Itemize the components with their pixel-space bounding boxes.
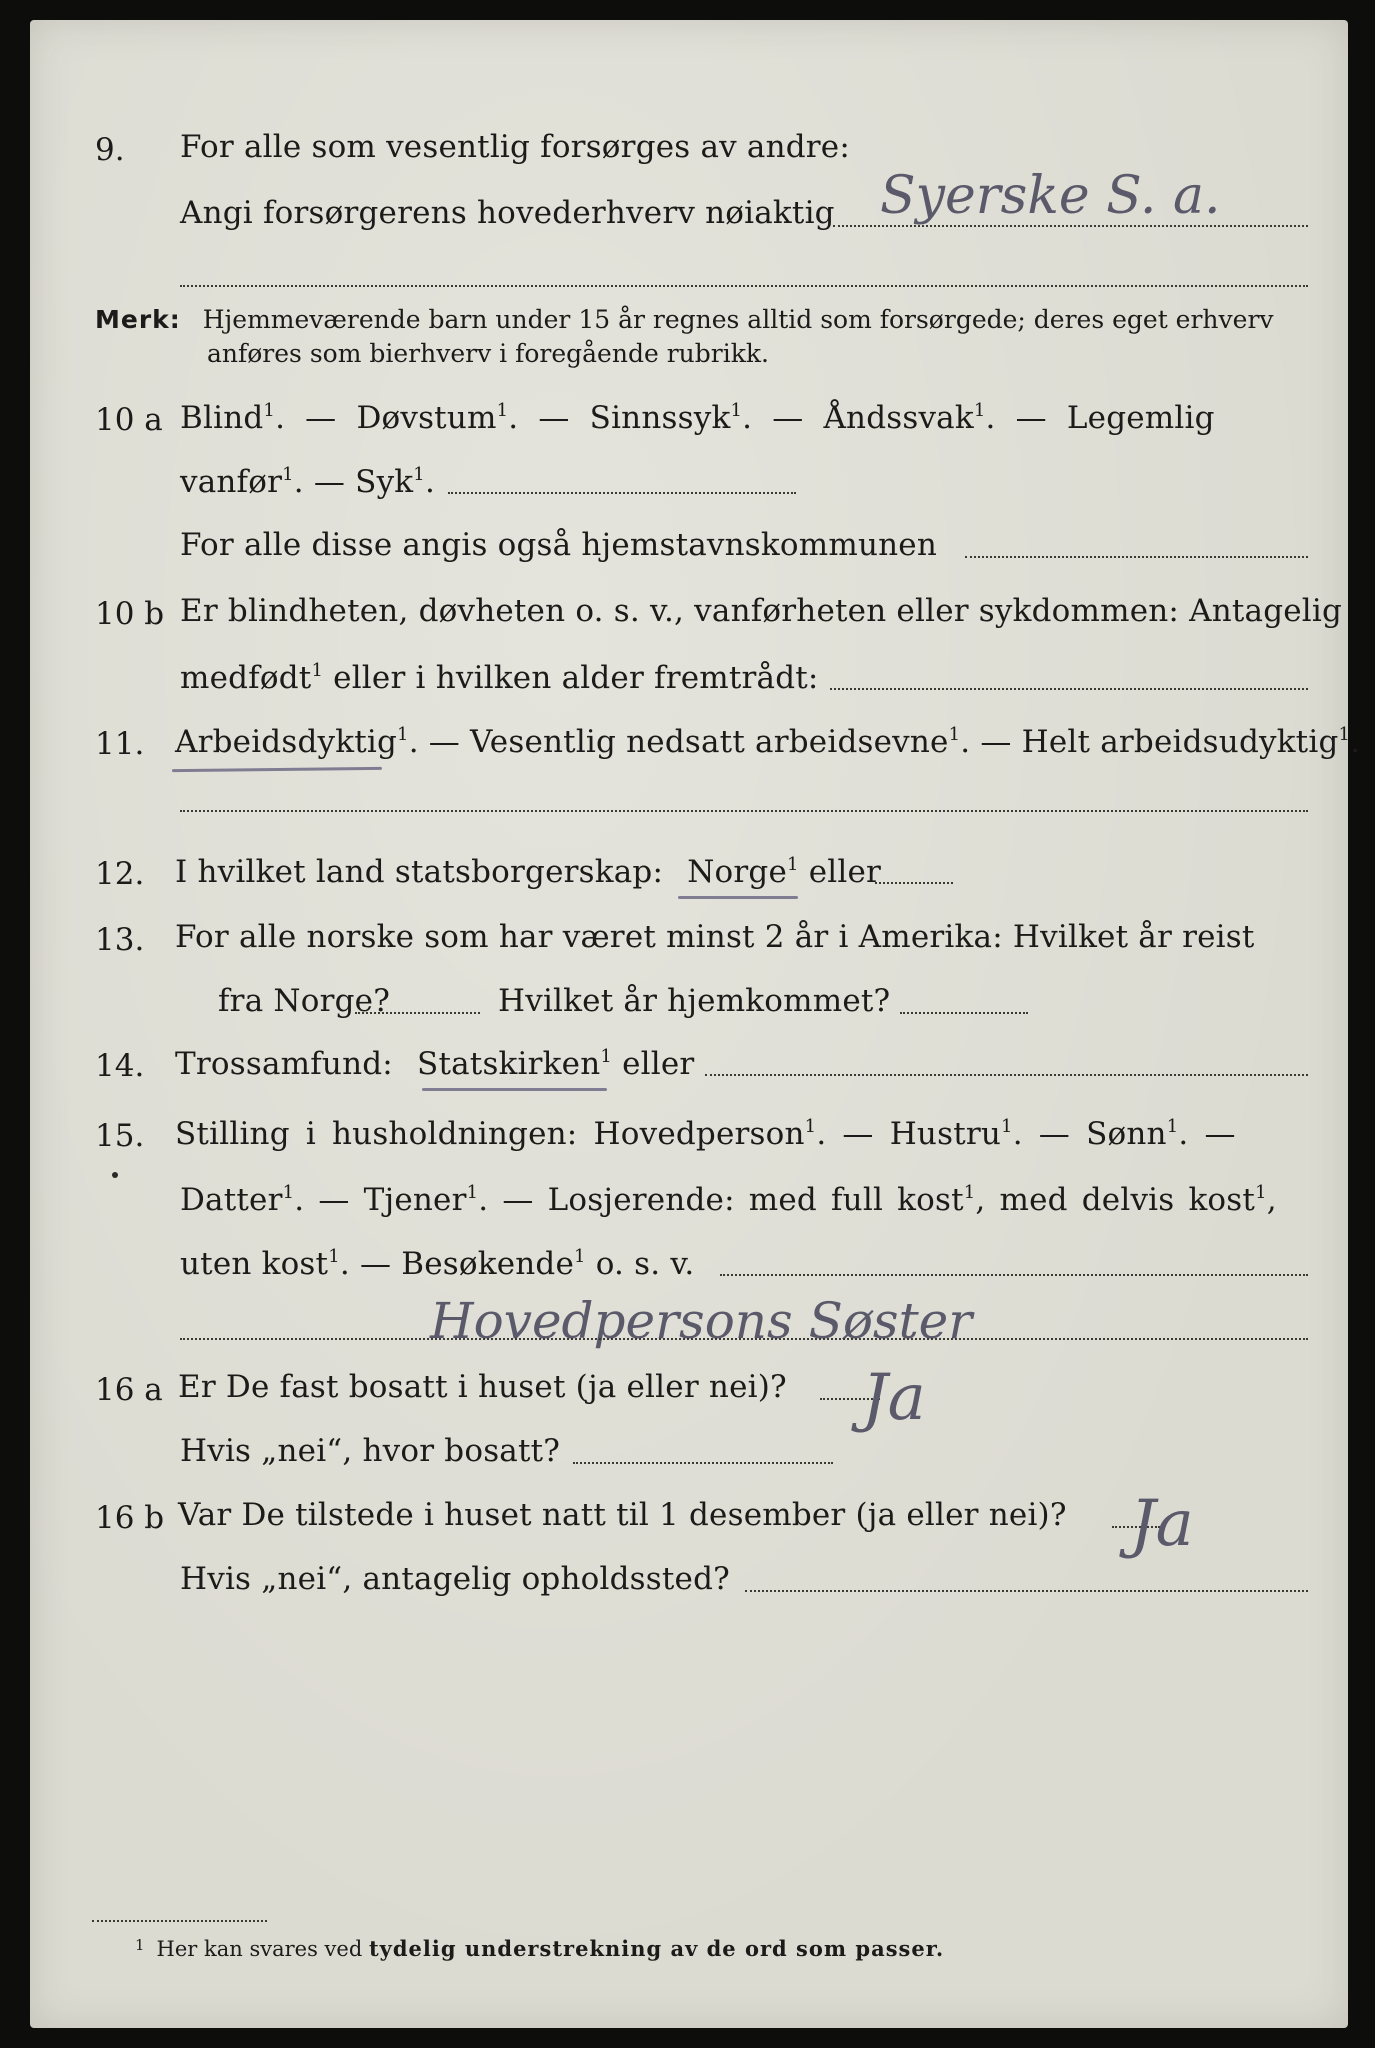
comma: ,: [1266, 1182, 1277, 1218]
option-syk: . — Syk: [293, 464, 414, 500]
q11-number: 11.: [95, 726, 145, 762]
q15-line2: [180, 1184, 1277, 1216]
dash: . —: [1178, 1116, 1236, 1152]
footnote-ref: 1: [787, 854, 799, 875]
footnote-ref: 1: [1255, 1182, 1267, 1203]
footnote-ref: 1: [328, 1246, 340, 1267]
option-norge: Norge: [687, 854, 787, 890]
option-hustru: . — Hustru: [816, 1116, 1002, 1152]
option-besokende: . — Besøkende: [339, 1246, 575, 1282]
option-legemlig: . — Legemlig: [985, 400, 1215, 436]
q9-line1: For alle som vesentlig forsørges av andre:: [180, 129, 850, 165]
option-delvis-kost: , med delvis kost: [975, 1182, 1256, 1218]
q14-handwritten-underline: [422, 1088, 607, 1091]
q15-handwritten-answer: Hovedpersons Søster: [430, 1292, 973, 1350]
q15-line3: [180, 1248, 694, 1280]
option-arbeidsdyktig: Arbeidsdyktig: [175, 724, 398, 760]
footnote-ref: 1: [1166, 1116, 1179, 1137]
q15-answer-line: [720, 1274, 1308, 1276]
option-andssvak: . — Åndssvak: [742, 400, 974, 436]
q15-osv: o. s. v.: [585, 1246, 695, 1282]
footnote-text: Her kan svares ved: [156, 1937, 363, 1961]
q9-extra-line: [180, 285, 1308, 287]
q16a-bosatt-line: [573, 1462, 833, 1464]
q9-line2: Angi forsørgerens hovederhverv nøiaktig: [180, 195, 835, 231]
option-nedsatt: . — Vesentlig nedsatt arbeidsevne: [408, 724, 949, 760]
footnote-ref: 1: [948, 724, 961, 745]
footnote-rule: [92, 1920, 267, 1922]
footnote-ref: 1: [413, 464, 425, 485]
footnote-ref: 1: [263, 400, 276, 421]
footnote-ref: 1: [804, 1116, 817, 1137]
footnote-ref: 1: [730, 400, 743, 421]
q15-line1: [175, 1118, 1236, 1150]
q10b-number: 10 b: [95, 596, 165, 632]
q10a-line2: [180, 466, 435, 498]
q12-line: [175, 856, 881, 888]
option-dovstum: . — Døvstum: [275, 400, 497, 436]
period: .: [1350, 724, 1361, 760]
q11-line: [175, 726, 1360, 758]
footnote-ref: 1: [1001, 1116, 1013, 1137]
q13-number: 13.: [95, 922, 145, 958]
q10b-answer-line: [830, 688, 1308, 690]
q16a-line2: Hvis „nei“, hvor bosatt?: [180, 1433, 561, 1469]
q10a-answer-line: [448, 492, 796, 494]
q14-eller: eller: [612, 1046, 695, 1082]
footnote-marker: 1: [135, 1936, 145, 1954]
q10b-line1: Er blindheten, døvheten o. s. v., vanførheten eller sykdommen: Antagelig: [180, 593, 1343, 629]
q16b-line2: Hvis „nei“, antagelig opholdssted?: [180, 1561, 730, 1597]
footnote-ref: 1: [466, 1182, 479, 1203]
q10b-alder: eller i hvilken alder fremtrådt:: [323, 660, 819, 696]
q14-number: 14.: [95, 1048, 145, 1084]
q14-label: Trossamfund:: [175, 1046, 393, 1082]
footnote-ref: 1: [311, 660, 324, 681]
q15-extra-line: [180, 1338, 1308, 1340]
option-udyktig: . — Helt arbeidsudyktig: [960, 724, 1339, 760]
q16a-handwritten-answer: Ja: [862, 1361, 926, 1435]
q9-handwritten-answer: Syerske S. a.: [880, 166, 1221, 226]
option-vanfor: vanfør: [180, 464, 283, 500]
option-medfodt: medfødt: [180, 660, 312, 696]
q10a-number: 10 a: [95, 402, 163, 438]
q13-hjemkommet-line: [900, 1012, 1028, 1014]
footnote-ref: 1: [282, 1182, 295, 1203]
q16a-number: 16 a: [95, 1372, 163, 1408]
merk-label: Merk:: [95, 305, 181, 334]
q9-number: 9.: [95, 132, 125, 168]
merk-line2: anføres som bierhverv i foregående rubrikk.: [207, 339, 769, 368]
q16a-line1: Er De fast bosatt i huset (ja eller nei)?: [178, 1369, 787, 1405]
option-statskirken: Statskirken: [417, 1046, 601, 1082]
merk-note: [95, 303, 1274, 337]
q13-line2b: Hvilket år hjemkommet?: [498, 983, 891, 1019]
q12-handwritten-underline: [678, 896, 798, 899]
footnote-bold-text: tydelig understrekning av de ord som passer.: [368, 1936, 945, 1961]
q10a-line3: For alle disse angis også hjemstavnskommunen: [180, 527, 937, 563]
period: .: [424, 464, 435, 500]
footnote-ref: 1: [574, 1246, 586, 1267]
q10b-line2: [180, 662, 819, 694]
q16b-line1: Var De tilstede i huset natt til 1 desember (ja eller nei)?: [178, 1497, 1067, 1533]
q12-number: 12.: [95, 856, 145, 892]
q10a-line1: [180, 402, 1215, 434]
option-sinnssyk: . — Sinnssyk: [508, 400, 731, 436]
q16b-opholdssted-line: [745, 1590, 1308, 1592]
footnote-ref: 1: [397, 724, 409, 745]
q13-line2a: fra Norge?: [218, 983, 391, 1019]
footnote-ref: 1: [1338, 724, 1351, 745]
q13-reist-line: [355, 1012, 480, 1014]
footnote: [135, 1936, 944, 1961]
q16b-number: 16 b: [95, 1500, 165, 1536]
merk-line1: Hjemmeværende barn under 15 år regnes alltid som forsørgede; deres eget erhverv: [202, 305, 1274, 334]
footnote-ref: 1: [496, 400, 509, 421]
footnote-ref: 1: [600, 1046, 613, 1067]
footnote-ref: 1: [963, 1182, 976, 1203]
q15-number: 15.: [95, 1118, 145, 1154]
option-hovedperson: Stilling i husholdningen: Hovedperson: [175, 1116, 805, 1152]
option-tjener: . — Tjener: [294, 1182, 467, 1218]
option-blind: Blind: [180, 400, 264, 436]
q12-eller: eller: [798, 854, 882, 890]
q12-answer-line: [875, 882, 953, 884]
option-uten-kost: uten kost: [180, 1246, 329, 1282]
q10a-hjemstavn-line: [965, 556, 1308, 558]
q11-extra-line: [180, 810, 1308, 812]
ink-dot: [112, 1172, 118, 1178]
q16b-handwritten-answer: Ja: [1130, 1487, 1194, 1561]
q12-label: I hvilket land statsborgerskap:: [175, 854, 664, 890]
footnote-ref: 1: [973, 400, 986, 421]
option-datter: Datter: [180, 1182, 283, 1218]
q14-line: [175, 1048, 694, 1080]
option-sonn: . — Sønn: [1012, 1116, 1167, 1152]
footnote-ref: 1: [282, 464, 294, 485]
option-full-kost: . — Losjerende: med full kost: [478, 1182, 964, 1218]
q13-line1: For alle norske som har været minst 2 år i Amerika: Hvilket år reist: [175, 919, 1255, 955]
q14-answer-line: [705, 1074, 1308, 1076]
